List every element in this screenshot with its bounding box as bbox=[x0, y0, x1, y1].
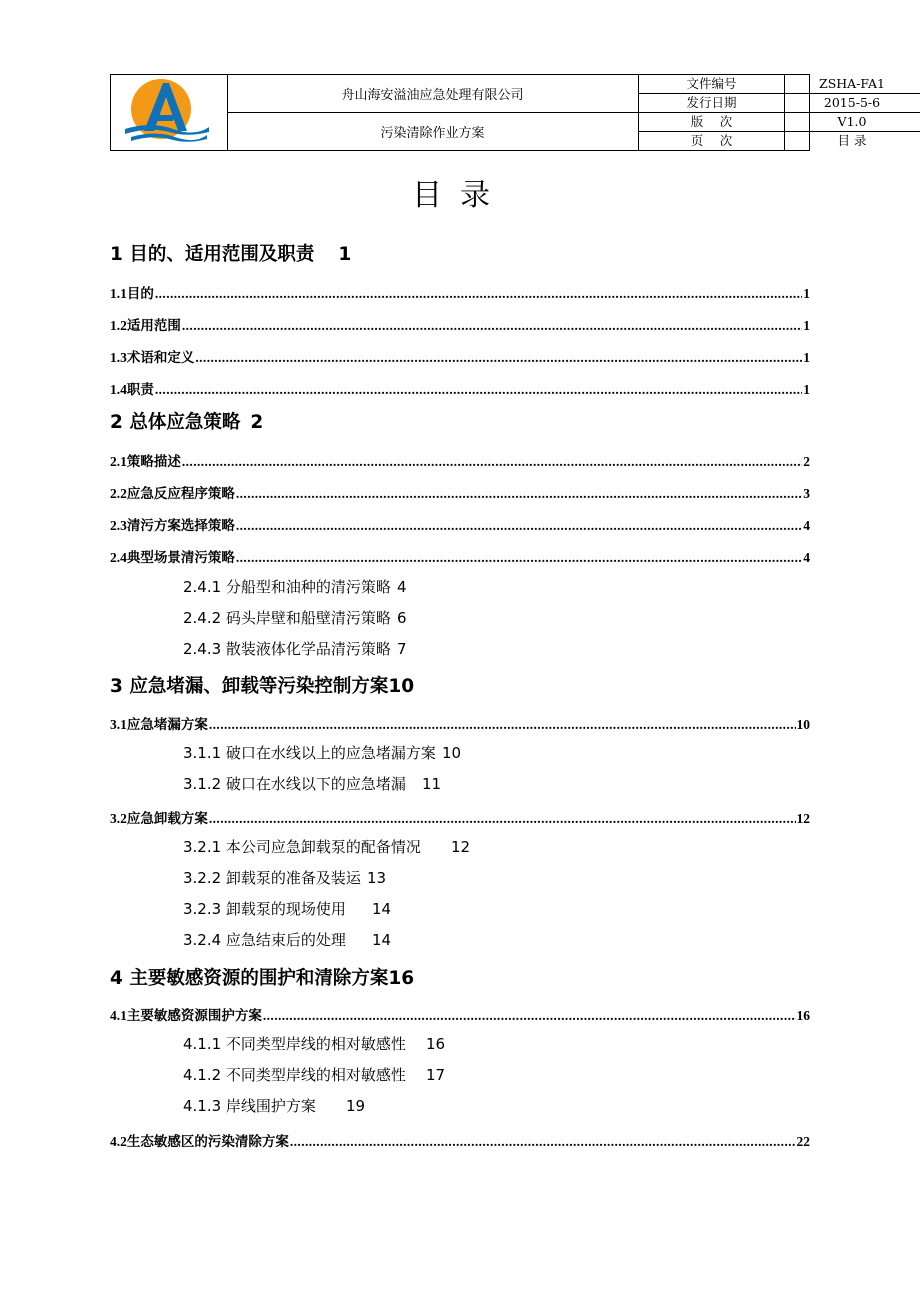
toc-num: 1.1 bbox=[110, 286, 127, 301]
toc-label: 4.1.1 不同类型岸线的相对敏感性 bbox=[183, 1035, 406, 1053]
toc-page: 12 bbox=[450, 838, 471, 856]
toc-page: 16 bbox=[388, 968, 415, 989]
toc-entry-2-4-1[interactable] bbox=[110, 576, 883, 597]
meta-key: 文件编号 bbox=[639, 75, 785, 93]
toc-page: 4 bbox=[803, 518, 810, 533]
toc-page: 17 bbox=[425, 1066, 446, 1084]
toc-leader bbox=[209, 717, 796, 733]
toc-label: 3.2.1 本公司应急卸载泵的配备情况 bbox=[183, 838, 421, 856]
toc-label: 3.2.2 卸载泵的准备及装运 bbox=[183, 869, 361, 887]
meta-value: V1.0 bbox=[837, 114, 867, 129]
toc-leader bbox=[236, 518, 802, 534]
toc-leader bbox=[155, 382, 802, 398]
toc-entry-1-3[interactable] bbox=[110, 346, 810, 366]
toc-page: 12 bbox=[796, 811, 810, 826]
toc-entry-4-1-3[interactable] bbox=[110, 1095, 883, 1116]
toc-leader bbox=[155, 286, 802, 302]
toc-page: 19 bbox=[345, 1097, 366, 1115]
company-logo-icon bbox=[111, 75, 227, 150]
toc-page: 22 bbox=[796, 1134, 810, 1149]
toc-label: 生态敏感区的污染清除方案 bbox=[126, 1134, 289, 1150]
toc-page: 1 bbox=[803, 350, 810, 365]
toc-num: 3.1 bbox=[110, 717, 127, 732]
toc-page: 7 bbox=[396, 640, 407, 658]
toc-label: 1 目的、适用范围及职责 bbox=[110, 244, 315, 265]
toc-entry-2-2[interactable] bbox=[110, 482, 810, 502]
toc-label: 3.2.4 应急结束后的处理 bbox=[183, 931, 346, 949]
toc-page: 3 bbox=[803, 486, 810, 501]
meta-row-version bbox=[639, 113, 919, 131]
toc-page: 11 bbox=[421, 775, 442, 793]
toc-section-2[interactable] bbox=[110, 408, 810, 434]
toc-entry-2-4[interactable] bbox=[110, 546, 810, 566]
toc-label: 4 主要敏感资源的围护和清除方案 bbox=[110, 968, 389, 989]
toc-num: 2.4 bbox=[110, 550, 127, 565]
meta-key: 版 次 bbox=[639, 113, 785, 131]
toc-page: 16 bbox=[796, 1008, 810, 1023]
toc-entry-1-4[interactable] bbox=[110, 378, 810, 398]
toc-num: 1.2 bbox=[110, 318, 127, 333]
toc-section-1[interactable] bbox=[110, 240, 810, 266]
toc-num: 1.4 bbox=[110, 382, 127, 397]
toc-page: 2 bbox=[250, 412, 264, 433]
toc-entry-3-2-1[interactable] bbox=[110, 836, 883, 857]
toc-label: 4.1.2 不同类型岸线的相对敏感性 bbox=[183, 1066, 406, 1084]
toc-label: 3.1.2 破口在水线以下的应急堵漏 bbox=[183, 775, 406, 793]
meta-value: 目 录 bbox=[837, 133, 867, 148]
company-name: 舟山海安溢油应急处理有限公司 bbox=[227, 75, 639, 113]
toc-label: 目的 bbox=[126, 286, 154, 302]
toc-entry-4-2[interactable] bbox=[110, 1130, 810, 1150]
toc-num: 2.2 bbox=[110, 486, 127, 501]
toc-entry-3-1[interactable] bbox=[110, 713, 810, 733]
toc-entry-4-1[interactable] bbox=[110, 1004, 810, 1024]
toc-label: 职责 bbox=[126, 382, 154, 398]
toc-label: 典型场景清污策略 bbox=[126, 550, 235, 566]
toc-page: 1 bbox=[803, 318, 810, 333]
toc-entry-3-1-1[interactable] bbox=[110, 742, 883, 763]
toc-leader bbox=[263, 1008, 796, 1024]
toc-label: 适用范围 bbox=[126, 318, 181, 334]
toc-num: 4.2 bbox=[110, 1134, 127, 1149]
meta-row-issue-date bbox=[639, 94, 919, 112]
toc-label: 主要敏感资源围护方案 bbox=[126, 1008, 262, 1024]
toc-label: 清污方案选择策略 bbox=[126, 518, 235, 534]
toc-num: 1.3 bbox=[110, 350, 127, 365]
toc-entry-3-2-3[interactable] bbox=[110, 898, 883, 919]
toc-entry-3-2-4[interactable] bbox=[110, 929, 883, 950]
toc-label: 3.2.3 卸载泵的现场使用 bbox=[183, 900, 346, 918]
meta-key: 发行日期 bbox=[639, 94, 785, 112]
toc-page: 10 bbox=[796, 717, 810, 732]
toc-label: 2.4.2 码头岸壁和船壁清污策略 bbox=[183, 609, 391, 627]
toc-page: 10 bbox=[441, 744, 462, 762]
toc-leader bbox=[209, 811, 796, 827]
toc-page: 4 bbox=[803, 550, 810, 565]
toc-page: 4 bbox=[396, 578, 407, 596]
toc-num: 3.2 bbox=[110, 811, 127, 826]
toc-label: 应急卸载方案 bbox=[126, 811, 208, 827]
toc-label: 3 应急堵漏、卸载等污染控制方案 bbox=[110, 676, 389, 697]
toc-num: 2.3 bbox=[110, 518, 127, 533]
toc-entry-3-1-2[interactable] bbox=[110, 773, 883, 794]
toc-page: 14 bbox=[371, 931, 392, 949]
toc-leader bbox=[290, 1134, 796, 1150]
toc-leader bbox=[236, 486, 802, 502]
toc-num: 4.1 bbox=[110, 1008, 127, 1023]
meta-row-file-number bbox=[639, 75, 919, 93]
toc-page: 6 bbox=[396, 609, 407, 627]
toc-entry-1-2[interactable] bbox=[110, 314, 810, 334]
toc-entry-3-2-2[interactable] bbox=[110, 867, 883, 888]
toc-leader bbox=[182, 318, 802, 334]
toc-entry-2-4-2[interactable] bbox=[110, 607, 883, 628]
toc-label: 策略描述 bbox=[126, 454, 181, 470]
toc-label: 应急反应程序策略 bbox=[126, 486, 235, 502]
meta-value: 2015-5-6 bbox=[823, 95, 881, 110]
document-header-table bbox=[110, 74, 885, 151]
toc-page: 13 bbox=[366, 869, 387, 887]
toc-page: 14 bbox=[371, 900, 392, 918]
meta-row-page bbox=[639, 132, 919, 150]
toc-entry-4-1-1[interactable] bbox=[110, 1033, 883, 1054]
toc-entry-3-2[interactable] bbox=[110, 807, 810, 827]
toc-page: 2 bbox=[803, 454, 810, 469]
page-title: 目录 bbox=[412, 178, 508, 213]
toc-page: 16 bbox=[425, 1035, 446, 1053]
toc-leader bbox=[182, 454, 802, 470]
document-title: 污染清除作业方案 bbox=[227, 113, 639, 150]
toc-entry-2-4-3[interactable] bbox=[110, 638, 883, 659]
toc-entry-2-1[interactable] bbox=[110, 450, 810, 470]
toc-leader bbox=[236, 550, 802, 566]
toc-section-4[interactable] bbox=[110, 964, 810, 990]
toc-label: 3.1.1 破口在水线以上的应急堵漏方案 bbox=[183, 744, 436, 762]
toc-page: 10 bbox=[388, 676, 415, 697]
toc-num: 2.1 bbox=[110, 454, 127, 469]
toc-label: 2 总体应急策略 bbox=[110, 412, 241, 433]
meta-key: 页 次 bbox=[639, 132, 785, 150]
toc-page: 1 bbox=[803, 382, 810, 397]
document-meta bbox=[639, 75, 885, 150]
toc-label: 术语和定义 bbox=[126, 350, 195, 366]
toc-page: 1 bbox=[803, 286, 810, 301]
toc-entry-2-3[interactable] bbox=[110, 514, 810, 534]
toc-label: 4.1.3 岸线围护方案 bbox=[183, 1097, 316, 1115]
logo-cell bbox=[111, 75, 228, 150]
toc-entry-4-1-2[interactable] bbox=[110, 1064, 883, 1085]
toc-entry-1-1[interactable] bbox=[110, 282, 810, 302]
toc-label: 2.4.3 散装液体化学品清污策略 bbox=[183, 640, 391, 658]
toc-label: 应急堵漏方案 bbox=[126, 717, 208, 733]
toc-page: 1 bbox=[338, 244, 352, 265]
toc-leader bbox=[195, 350, 802, 366]
toc-label: 2.4.1 分船型和油种的清污策略 bbox=[183, 578, 391, 596]
meta-value: ZSHA-FA1 bbox=[819, 76, 885, 91]
toc-section-3[interactable] bbox=[110, 672, 810, 698]
